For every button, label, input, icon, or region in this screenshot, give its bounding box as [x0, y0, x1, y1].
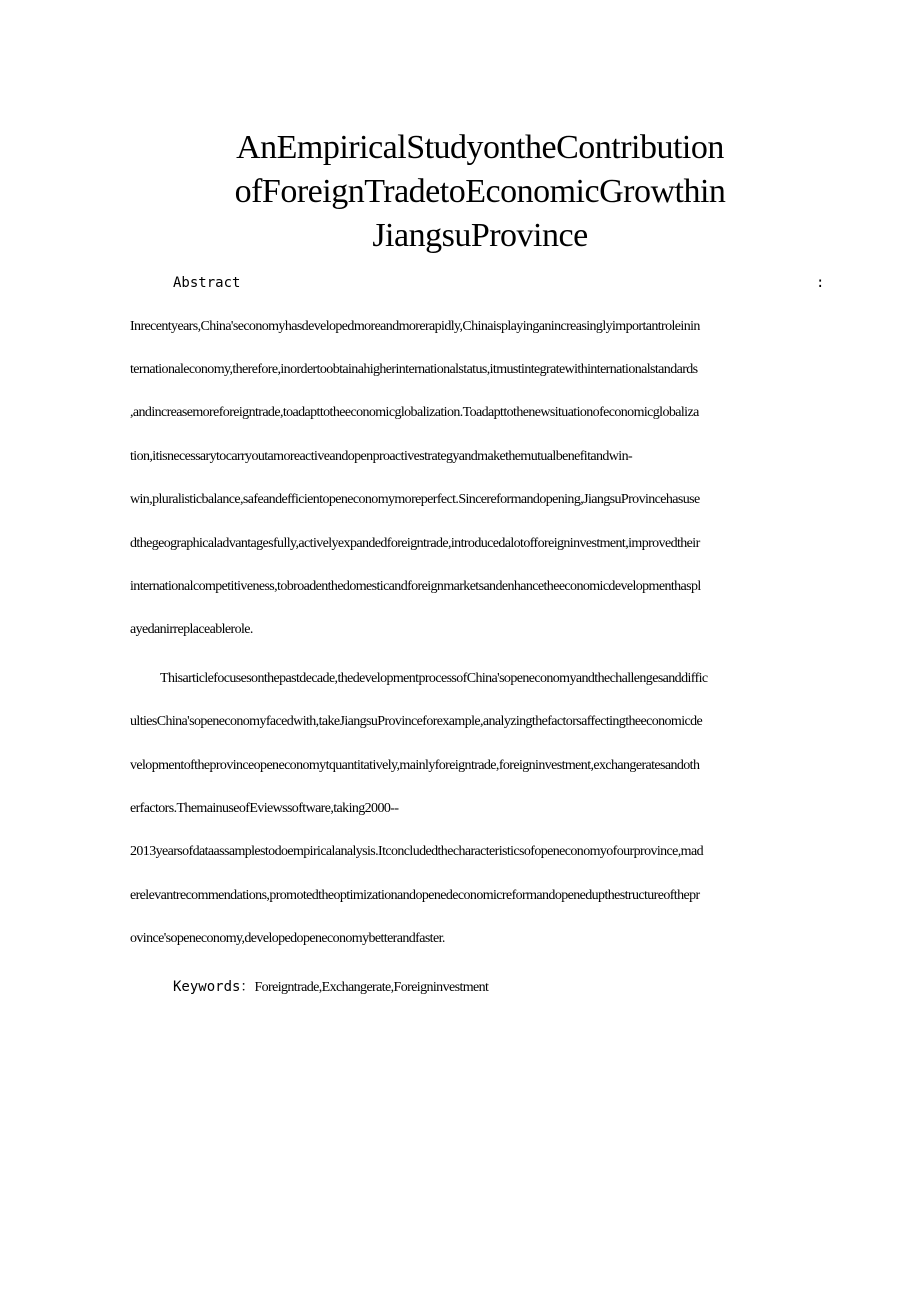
- abstract-p2-line: ovince'sopeneconomy,developedopeneconomybetterandfaster.: [130, 931, 445, 946]
- title-line-3: JiangsuProvince: [372, 217, 588, 254]
- abstract-p2-line: erfactors.ThemainuseofEviewssoftware,taking2000--: [130, 801, 399, 816]
- abstract-p2-line: ultiesChina'sopeneconomyfacedwith,takeJiangsuProvinceforexample,analyzingthefactorsaffectingtheeconomicde: [130, 714, 703, 729]
- abstract-p1-line: tion,itisnecessarytocarryoutamoreactiveandopenproactivestrategyandmakethemutualbenefitandwin-: [130, 449, 633, 464]
- abstract-label: Abstract: [173, 275, 241, 291]
- abstract-p2-line: 2013yearsofdataassamplestodoempiricalanalysis.Itconcludedthecharacteristicsofopeneconomyofourprovince,mad: [130, 844, 703, 859]
- abstract-p1-line: ,andincreasemoreforeigntrade,toadapttotheeconomicglobalization.Toadapttothenewsituationofeconomicglobaliza: [130, 405, 699, 420]
- paper-title: [130, 126, 830, 258]
- abstract-p1-line: win,pluralisticbalance,safeandefficientopeneconomymoreperfect.Sincereformandopening,JiangsuProvincehasuse: [130, 492, 700, 507]
- abstract-p1-line: ayedanirreplaceablerole.: [130, 622, 253, 637]
- title-line-1: AnEmpiricalStudyontheContribution: [236, 129, 724, 166]
- keywords-label: Keywords：: [173, 979, 255, 995]
- abstract-p2-line: Thisarticlefocusesonthepastdecade,thedevelopmentprocessofChina'sopeneconomyandthechallengesanddiffic: [160, 671, 708, 686]
- abstract-p1-line: dthegeographicaladvantagesfully,activelyexpandedforeigntrade,introducedalotofforeigninvestment,improvedtheir: [130, 536, 700, 551]
- abstract-p2-line: velopmentoftheprovinceopeneconomytquantitatively,mainlyforeigntrade,foreigninvestment,exchangeratesandoth: [130, 758, 700, 773]
- abstract-p1-line: Inrecentyears,China'seconomyhasdevelopedmoreandmorerapidly,Chinaisplayinganincreasinglyimportantroleinin: [130, 319, 700, 334]
- abstract-p1-line: ternationaleconomy,therefore,inordertoobtainahigherinternationalstatus,itmustintegratewithinternationalstandards: [130, 362, 698, 377]
- title-line-2: ofForeignTradetoEconomicGrowthin: [234, 173, 726, 210]
- keywords-line: [173, 976, 488, 996]
- abstract-p2-line: erelevantrecommendations,promotedtheoptimizationandopenedeconomicreformandopenedupthestructureofthepr: [130, 888, 700, 903]
- abstract-colon: :: [816, 275, 825, 291]
- abstract-p1-line: internationalcompetitiveness,tobroadenthedomesticandforeignmarketsandenhancetheeconomicdevelopmenthaspl: [130, 579, 701, 594]
- keywords-text: Foreigntrade,Exchangerate,Foreigninvestment: [254, 980, 489, 995]
